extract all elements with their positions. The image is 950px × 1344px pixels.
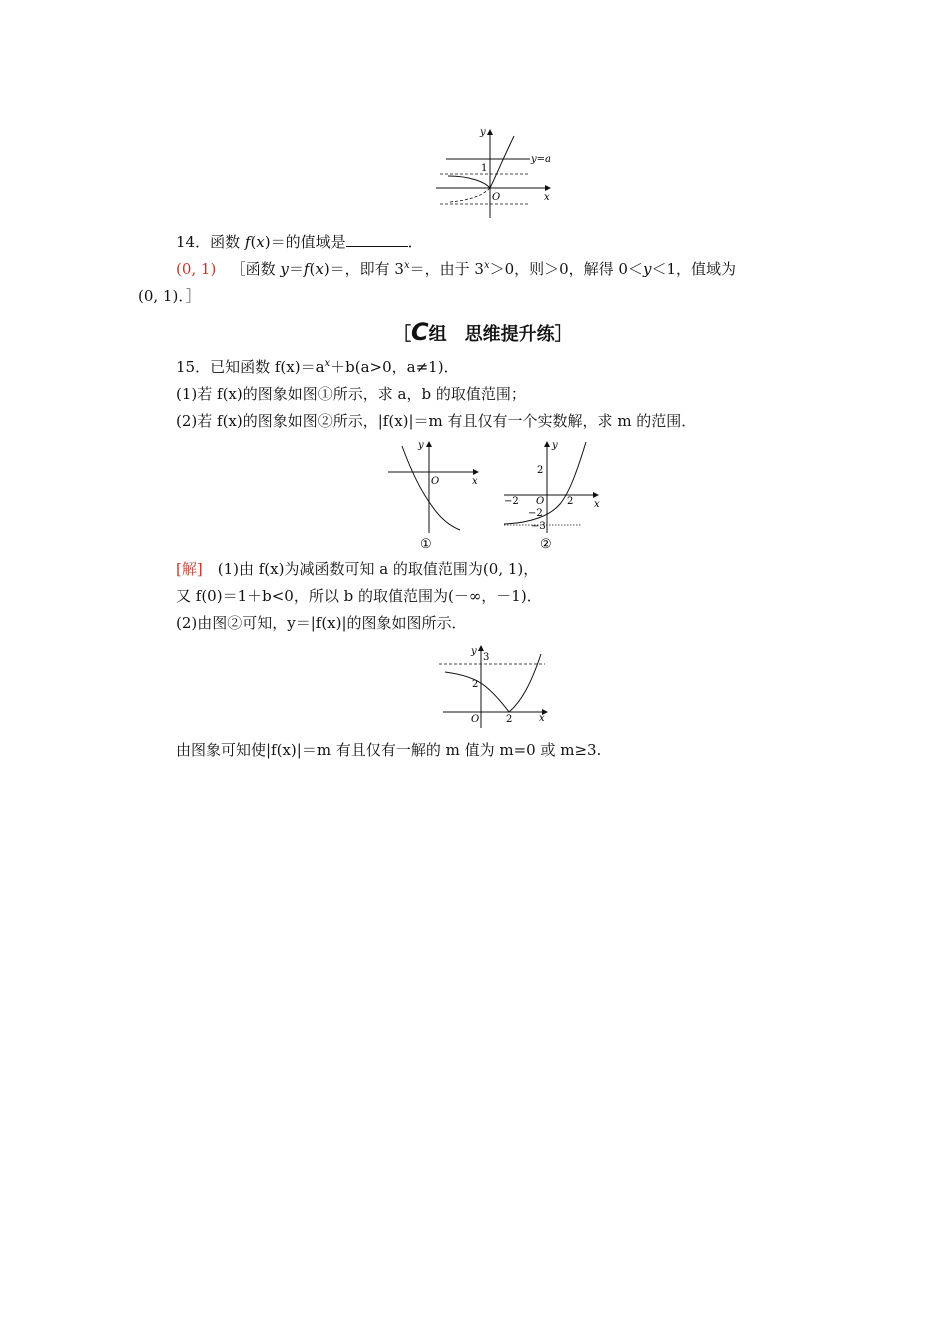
fig2-x-label: x [594, 499, 600, 510]
q15-stem: 15．已知函数 $f(x)=a^x+b(a>0$，a≠1)． [176, 358, 459, 376]
figure-2-increasing [500, 438, 610, 553]
fig2-y-label: y [552, 440, 558, 451]
fig13-x-label: x [544, 192, 550, 203]
fig3-origin-label: O [471, 714, 480, 725]
q14-solution-line1: (0, 1) ［函数 y＝f(x)＝，即有 $3^x=$，由于 $3^x>0$，则＞0，解得 0＜y＜1，值域为 [176, 260, 737, 278]
figure-exponential-y-equals-a [430, 126, 560, 222]
fig2-tick-x2: 2 [567, 496, 574, 507]
fig2-tick-y2: 2 [537, 465, 544, 476]
fig1-origin-label: O [431, 476, 440, 487]
solution-tag: [解] [176, 560, 203, 578]
figure-3-absolute-value [435, 642, 555, 730]
fig3-tick-y3: 3 [483, 652, 490, 663]
q15-part1: (1)若 f(x)的图象如图①所示，求 a，b 的取值范围； [176, 385, 526, 403]
fig13-y-label: y [480, 127, 486, 138]
solution-line4: 由图象可知使|f(x)|＝m 有且仅有一解的 m 值为 m=0 或 m≥3. [176, 741, 602, 759]
fig2-origin-label: O [536, 496, 545, 507]
fig2-tick-yneg3: −3 [531, 521, 546, 532]
fig1-caption: ① [420, 537, 432, 552]
fig13-one-label: 1 [481, 163, 488, 174]
q14-solution-line2: (0, 1)．］ [138, 287, 201, 305]
fig3-y-label: y [471, 646, 477, 657]
solution-line3: (2)由图②可知，y＝|f(x)|的图象如图所示． [176, 614, 467, 632]
fig13-line-label: y=a [531, 154, 551, 165]
fig3-tick-x2: 2 [506, 714, 513, 725]
answer-blank [346, 234, 408, 247]
fig1-x-label: x [472, 476, 478, 487]
q15-part2: (2)若 f(x)的图象如图②所示，|f(x)|＝m 有且仅有一个实数解，求 m 的范围． [176, 412, 697, 430]
fig2-tick-xneg2: −2 [504, 496, 519, 507]
section-letter: C [411, 318, 429, 346]
section-header: ［C组 思维提升练］ [393, 318, 573, 346]
fig2-caption: ② [540, 537, 552, 552]
fig1-y-label: y [418, 440, 424, 451]
figure-1-decreasing [380, 438, 485, 553]
solution-line1: [解] (1)由 f(x)为减函数可知 a 的取值范围为(0, 1)， [176, 560, 539, 578]
fig2-tick-yneg2: −2 [528, 508, 543, 519]
fig3-x-label: x [539, 713, 545, 724]
fig13-origin-label: O [492, 192, 501, 203]
solution-line2: 又 f(0)＝1＋b<0，所以 b 的取值范围为(－∞，－1)． [176, 587, 542, 605]
fig3-tick-y2: 2 [472, 679, 479, 690]
q14-answer: (0, 1) [176, 260, 217, 278]
q14-stem: 14．函数 f(x)＝的值域是 ． [176, 233, 423, 251]
